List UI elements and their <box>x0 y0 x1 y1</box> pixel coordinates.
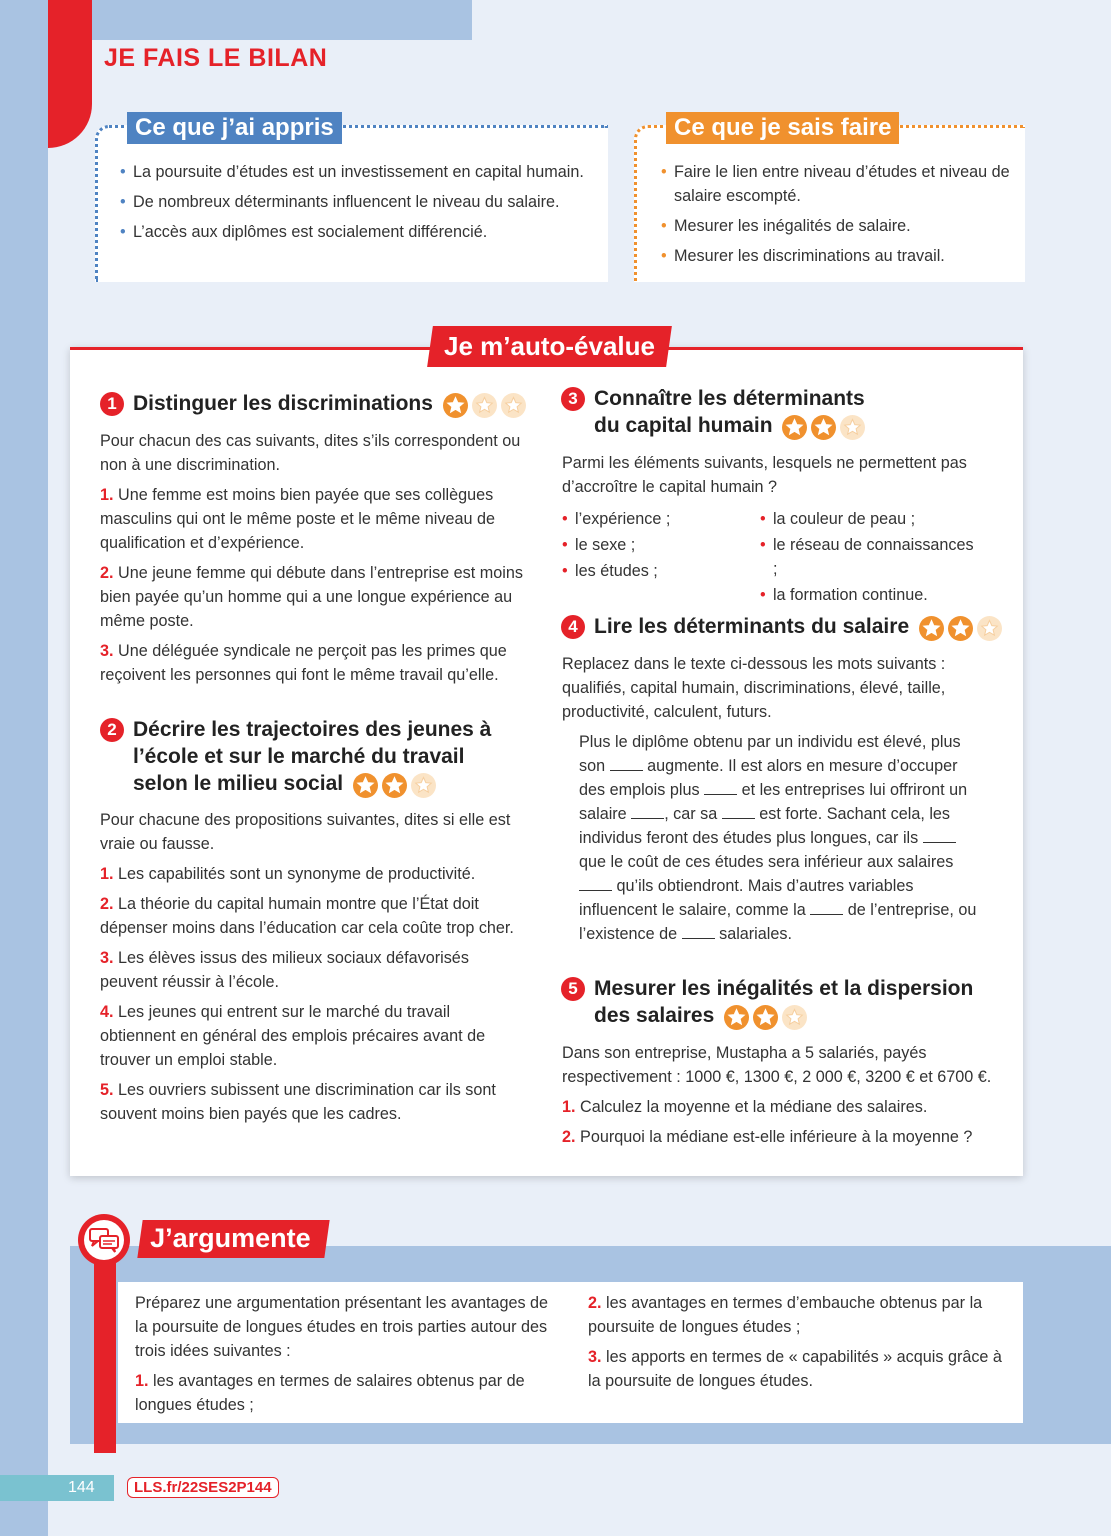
list-item: • De nombreux déterminants influencent le niveau du salaire. <box>120 190 594 214</box>
star-icon <box>782 1005 807 1030</box>
list-item: 5. Les ouvriers subissent une discrimination car ils sont souvent moins bien payés que les cadres. <box>100 1081 496 1123</box>
cando-box <box>634 125 1025 282</box>
exercise-intro: Replacez dans le texte ci-dessous les mots suivants : qualifiés, capital humain, discriminations, élevé, taille, productivité, calculent, futurs. <box>562 655 946 721</box>
page-number-bar <box>0 1475 114 1501</box>
difficulty-stars <box>353 771 440 798</box>
page-number: 144 <box>68 1479 95 1496</box>
argue-intro: Préparez une argumentation présentant les avantages de la poursuite de longues études en trois parties autour des trois idées suivantes : <box>135 1294 549 1360</box>
star-icon <box>472 393 497 418</box>
learned-list <box>120 160 594 244</box>
list-item: • les études ; <box>562 559 760 583</box>
list-item: 2. Une jeune femme qui débute dans l’entreprise est moins bien payée qu’un homme qui a une longue expérience au même poste. <box>100 564 523 630</box>
options-col-2 <box>760 507 982 609</box>
argue-label: J’argumente <box>137 1220 329 1258</box>
exercise-2-title: 2 Décrire les trajectoires des jeunes à l’école et sur le marché du travail selon le milieu social <box>133 716 503 798</box>
left-margin-strip <box>0 0 48 1536</box>
list-item: 3. Une déléguée syndicale ne perçoit pas les primes que reçoivent les personnes qui font le même travail qu’elle. <box>100 642 507 684</box>
list-item: 3. les apports en termes de « capabilités » acquis grâce à la poursuite de longues études. <box>588 1348 1002 1390</box>
exercise-1-body <box>100 429 530 687</box>
speech-bubble-icon <box>84 1220 124 1260</box>
exercise-number: 1 <box>100 392 124 416</box>
list-item: 1. Les capabilités sont un synonyme de productivité. <box>100 865 476 883</box>
star-icon <box>782 415 807 440</box>
star-icon <box>840 415 865 440</box>
exercise-intro: Parmi les éléments suivants, lesquels ne permettent pas d’accroître le capital humain ? <box>562 454 967 496</box>
exercise-2-body <box>100 808 520 1126</box>
star-icon <box>919 616 944 641</box>
exercise-4-body <box>562 652 992 946</box>
star-icon <box>753 1005 778 1030</box>
blank-field[interactable] <box>631 806 664 819</box>
options-col-1 <box>562 507 760 609</box>
blank-field[interactable] <box>579 878 612 891</box>
list-item: • la couleur de peau ; <box>760 507 982 531</box>
resource-link[interactable]: LLS.fr/22SES2P144 <box>127 1477 279 1498</box>
list-item: • Mesurer les discriminations au travail. <box>661 244 1011 268</box>
blank-field[interactable] <box>923 830 956 843</box>
list-item: • L’accès aux diplômes est socialement différencié. <box>120 220 594 244</box>
argue-left-column <box>135 1291 553 1417</box>
exercise-3-body <box>562 451 982 609</box>
exercise-number: 4 <box>561 615 585 639</box>
self-evaluation-label: Je m’auto-évalue <box>427 326 672 367</box>
list-item: • La poursuite d’études est un investissement en capital humain. <box>120 160 594 184</box>
exercise-intro: Pour chacun des cas suivants, dites s’ils correspondent ou non à une discrimination. <box>100 432 521 474</box>
star-icon <box>501 393 526 418</box>
argue-right-column <box>588 1291 1013 1393</box>
argue-post <box>94 1255 116 1453</box>
star-icon <box>724 1005 749 1030</box>
exercise-number: 5 <box>561 977 585 1001</box>
list-item: 2. les avantages en termes d’embauche obtenus par la poursuite de longues études ; <box>588 1294 983 1336</box>
exercise-number: 3 <box>561 387 585 411</box>
list-item: 1. les avantages en termes de salaires obtenus par de longues études ; <box>135 1372 525 1414</box>
list-item: • l’expérience ; <box>562 507 760 531</box>
exercise-5-title: 5 Mesurer les inégalités et la dispersion des salaires <box>594 975 974 1030</box>
list-item: 2. La théorie du capital humain montre que l’État doit dépenser moins dans l’éducation car cela coûte trop cher. <box>100 895 514 937</box>
star-icon <box>443 393 468 418</box>
difficulty-stars <box>724 1003 811 1030</box>
exercise-4-title: 4 Lire les déterminants du salaire <box>594 613 1014 641</box>
blank-field[interactable] <box>682 926 715 939</box>
star-icon <box>353 773 378 798</box>
blank-field[interactable] <box>704 782 737 795</box>
chapter-tab <box>48 0 92 148</box>
difficulty-stars <box>443 391 530 418</box>
list-item: 3. Les élèves issus des milieux sociaux défavorisés peuvent réussir à l’école. <box>100 949 469 991</box>
star-icon <box>382 773 407 798</box>
star-icon <box>411 773 436 798</box>
exercise-5-body <box>562 1041 1002 1149</box>
blank-field[interactable] <box>722 806 755 819</box>
list-item: • Mesurer les inégalités de salaire. <box>661 214 1011 238</box>
exercise-1-title: 1 Distinguer les discriminations <box>133 390 553 418</box>
star-icon <box>811 415 836 440</box>
list-item: 1. Calculez la moyenne et la médiane des salaires. <box>562 1098 928 1116</box>
list-item: 2. Pourquoi la médiane est-elle inférieure à la moyenne ? <box>562 1128 973 1146</box>
blank-field[interactable] <box>810 902 843 915</box>
list-item: • le réseau de connaissances ; <box>760 533 982 581</box>
star-icon <box>977 616 1002 641</box>
list-item: 1. Une femme est moins bien payée que ses collègues masculins qui ont le même poste et le même niveau de qualification et d’expérience. <box>100 486 495 552</box>
star-icon <box>948 616 973 641</box>
exercise-intro: Pour chacune des propositions suivantes, dites si elle est vraie ou fausse. <box>100 811 511 853</box>
difficulty-stars <box>919 614 1006 641</box>
learned-label: Ce que j’ai appris <box>127 112 342 144</box>
list-item: • le sexe ; <box>562 533 760 557</box>
exercise-3-title: 3 Connaître les déterminants du capital humain <box>594 385 894 440</box>
list-item: • Faire le lien entre niveau d’études et niveau de salaire escompté. <box>661 160 1011 208</box>
exercise-number: 2 <box>100 718 124 742</box>
top-band <box>48 0 472 40</box>
cando-list <box>661 160 1011 268</box>
exercise-intro: Dans son entreprise, Mustapha a 5 salariés, payés respectivement : 1000 €, 1300 €, 2 000 €, 3200 € et 6700 €. <box>562 1044 992 1086</box>
list-item: • la formation continue. <box>760 583 982 607</box>
difficulty-stars <box>782 413 869 440</box>
blank-field[interactable] <box>610 758 643 771</box>
fill-in-text: Plus le diplôme obtenu par un individu est élevé, plus son augmente. Il est alors en mesure d’occuper des emplois plus et les entreprises lui offriront un salaire , car sa est forte. Sachant cela, les individus feront des études plus longues, car ils que le coût de ces études sera inférieur aux salaires qu’ils obtiendront. Mais d’autres variables influencent le salaire, comme la de l’entreprise, ou l’existence de salariales. <box>579 733 977 943</box>
cando-label: Ce que je sais faire <box>666 112 899 144</box>
page-title: JE FAIS LE BILAN <box>104 44 328 72</box>
learned-box <box>95 125 608 282</box>
list-item: 4. Les jeunes qui entrent sur le marché du travail obtiennent en général des emplois précaires avant de trouver un emploi stable. <box>100 1003 486 1069</box>
